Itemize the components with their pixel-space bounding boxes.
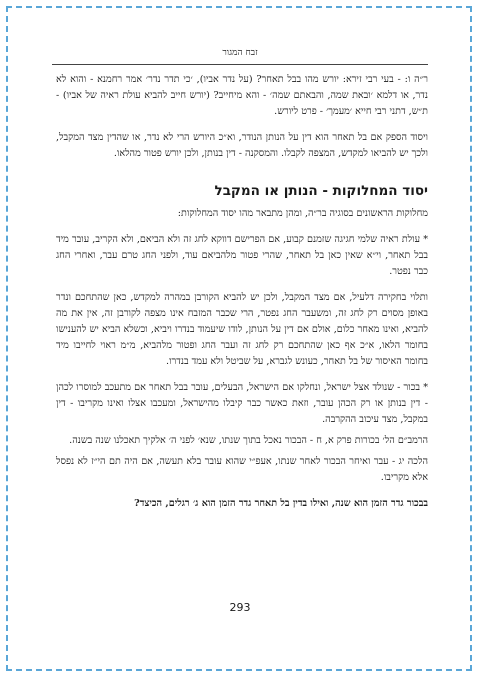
paragraph-halacha: הלכה יג - עבר ואיחר הבכור לאחר שנתו, אעפ״י שהוא עובר בלא תעשה, אם היה תם הי״ז לא נפסל אלא מקריבו. bbox=[56, 456, 428, 483]
paragraph-dependence: ותלוי בחקירה דלעיל, אם מצד המקבל, ולכן יש להביא הקורבן במהרה למקדש, כאן שהתחכם ונדר באופן מסוים רק לחג זה, ומשעבר החג נפטר, הרי שכבר המזבח אינו מצפה לקורבן זה, אין את מה להביא, ואינו מאחר כלום, אולם אם דין על הנותן, לודו שיעמוד בנדרו ויביא, וכשלא הביא יש להענישו בחומר הלאו, א״כ אף כאן שהתחכם רק לחג זה ועבר החג ופטור מלהביא, מ״מ ראוי לחייבו מיד בחומר האיסור של בל תאחר, כעונש לגברא, על שביטל ולא עמד בנדרו. bbox=[56, 292, 428, 367]
page-body bbox=[56, 72, 428, 517]
page-number: 293 bbox=[229, 601, 251, 614]
header-title: זבח המגור bbox=[222, 48, 258, 58]
paragraph-gemara-quote: ר״ה ו: - בעי רבי זירא: יורש מהו בבל תאחר? (על נדר אביו), ׳כי תדר נדר׳ אמר רחמנא - והוא לא נדר, או דלמא ׳ובאת שמה, והבאתם שמה׳ - והא מיחייב? (יורש חייב להביא עולת ראיה של אביו) - ת״ש, דתני רבי חייא ׳מעמך׳ - פרט ליורש. bbox=[56, 74, 428, 117]
paragraph-question: בבכור גדר הזמן הוא שנה, ואילו בדין בל תאחר גדר הזמן הוא ג׳ רגלים, הכיצד? bbox=[134, 498, 428, 509]
section-heading: יסוד המחלוקות - הנותן או המקבל bbox=[214, 183, 428, 199]
running-header bbox=[52, 44, 428, 65]
section-intro: מחלוקות הראשונים בסוגיה בר״ה, ומהן מתבאר מהו יסוד המחלוקות: bbox=[177, 208, 428, 219]
paragraph-olat-reiya: * עולת ראיה שלמי חגיגה שזמנם קבוע, אם הפרישם דווקא לחג זה ולא הביאם, ולא הקריב, עובר מיד בבל תאחר, וי״א שאין כאן בל תאחר, שהרי פטור מלהביאם עוד, ולפני החג טרם עבר, ואחרי החג כבר נפטר. bbox=[56, 234, 428, 277]
paragraph-rambam: הרמב״ם הל׳ בכורות פרק א, ח - הבכור נאכל בתוך שנתו, שנא׳ לפני ה׳ אלקיך תאכלנו שנה בשנה. bbox=[69, 435, 428, 446]
paragraph-doubt-basis: ויסוד הספק אם בל תאחר הוא דין על הנותן הנודר, וא״כ היורש הרי לא נדר, או שהדין מצד המקבל, ולכך יש להביאו למקדש, המצפה לקבלו. והמסקנה - דין בנותן, ולכן יורש פטור מהלאו. bbox=[56, 132, 428, 159]
paragraph-bechor: * בכור - שנולד אצל ישראל, ונחלקו אם הישראל, הבעלים, עובר בבל תאחר אם מתעכב למוסרו לכהן - דין בנותן או רק הכהן עובר, וזאת כאשר כבר קיבלו מהישראל, ומעכבו אצלו ואינו מקריבו - דין במקבל, מצד עיכוב ההקרבה. bbox=[56, 382, 428, 425]
